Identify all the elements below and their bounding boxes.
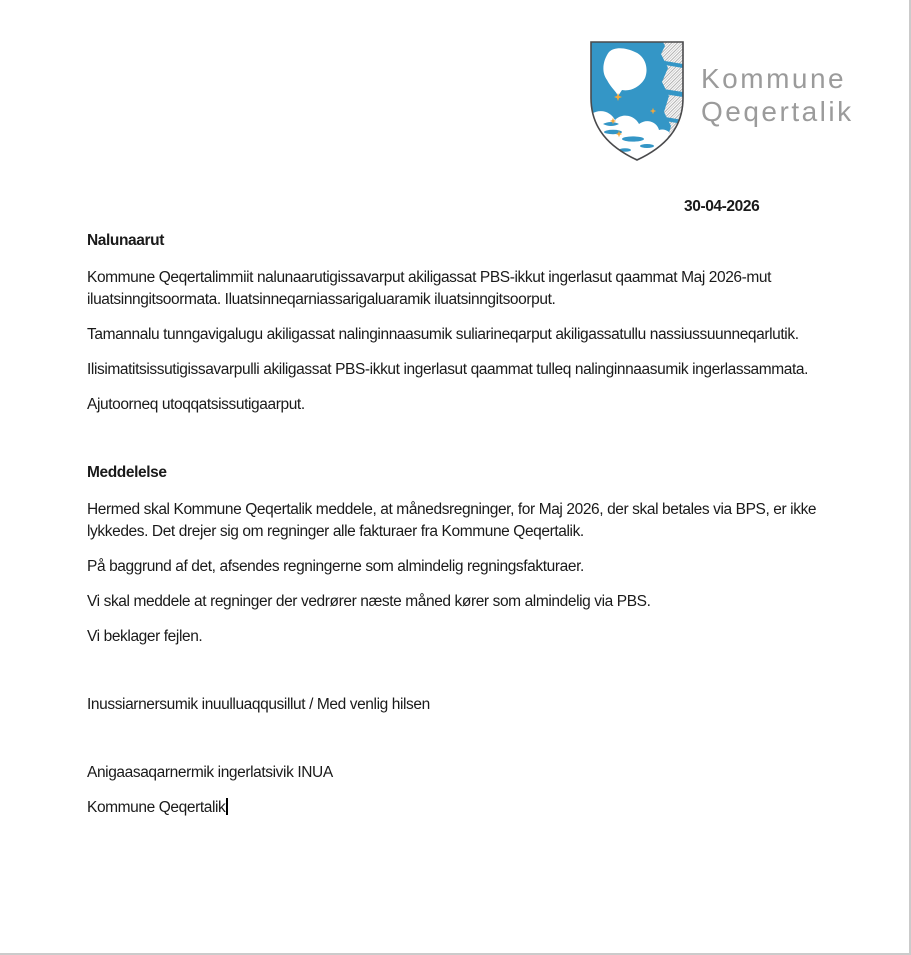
paragraph[interactable]: Vi skal meddele at regninger der vedrører næste måned kører som almindelig via PBS.	[87, 593, 651, 610]
letter-date[interactable]: 30-04-2026	[684, 198, 760, 215]
paragraph[interactable]: Tamannalu tunngavigalugu akiligassat nalinginnaasumik suliarineqarput akiligassatullu nassiussuunneqarlutik.	[87, 326, 799, 343]
blank-line	[87, 429, 845, 462]
logo-wordmark	[701, 62, 854, 128]
logo-name-line2: Qeqertalik	[701, 96, 854, 127]
closing-signature-line[interactable]	[87, 797, 845, 819]
section-heading-meddelelse[interactable]: Meddelelse	[87, 464, 167, 481]
paragraph[interactable]: Ilisimatitsissutigissavarpulli akiligassat PBS-ikkut ingerlasut qaammat tulleq nalinginnaasumik ingerlassammata.	[87, 361, 809, 378]
letter-body[interactable]	[87, 230, 845, 832]
paragraph[interactable]: Ajutoorneq utoqqatsissutigaarput.	[87, 396, 305, 413]
paragraph[interactable]: Kommune Qeqertalimmiit nalunaarutigissavarput akiligassat PBS-ikkut ingerlasut qaammat Maj 2026-mut iluatsinngitsoormata. Iluatsinneqarniassarigaluaramik iluatsinngitsoorput.	[87, 269, 772, 308]
coat-of-arms-shield-icon	[589, 40, 685, 162]
paragraph[interactable]: Hermed skal Kommune Qeqertalik meddele, at månedsregninger, for Maj 2026, der skal betales via BPS, er ikke lykkedes. Det drejer sig om regninger alle fakturaer fra Kommune Qeqertalik.	[87, 501, 817, 540]
blank-line	[87, 729, 845, 762]
closing-signature: Kommune Qeqertalik	[87, 799, 226, 816]
logo-name-line1: Kommune	[701, 63, 847, 94]
paragraph[interactable]: På baggrund af det, afsendes regningerne som almindelig regningsfakturaer.	[87, 558, 584, 575]
text-cursor	[226, 798, 228, 815]
section-heading-nalunaarut[interactable]: Nalunaarut	[87, 232, 164, 249]
kommune-qeqertalik-logo[interactable]	[589, 40, 911, 170]
closing-department[interactable]: Anigaasaqarnermik ingerlatsivik INUA	[87, 764, 333, 781]
closing-salutation[interactable]: Inussiarnersumik inuulluaqqusillut / Med venlig hilsen	[87, 696, 430, 713]
blank-line	[87, 661, 845, 694]
paragraph[interactable]: Vi beklager fejlen.	[87, 628, 203, 645]
